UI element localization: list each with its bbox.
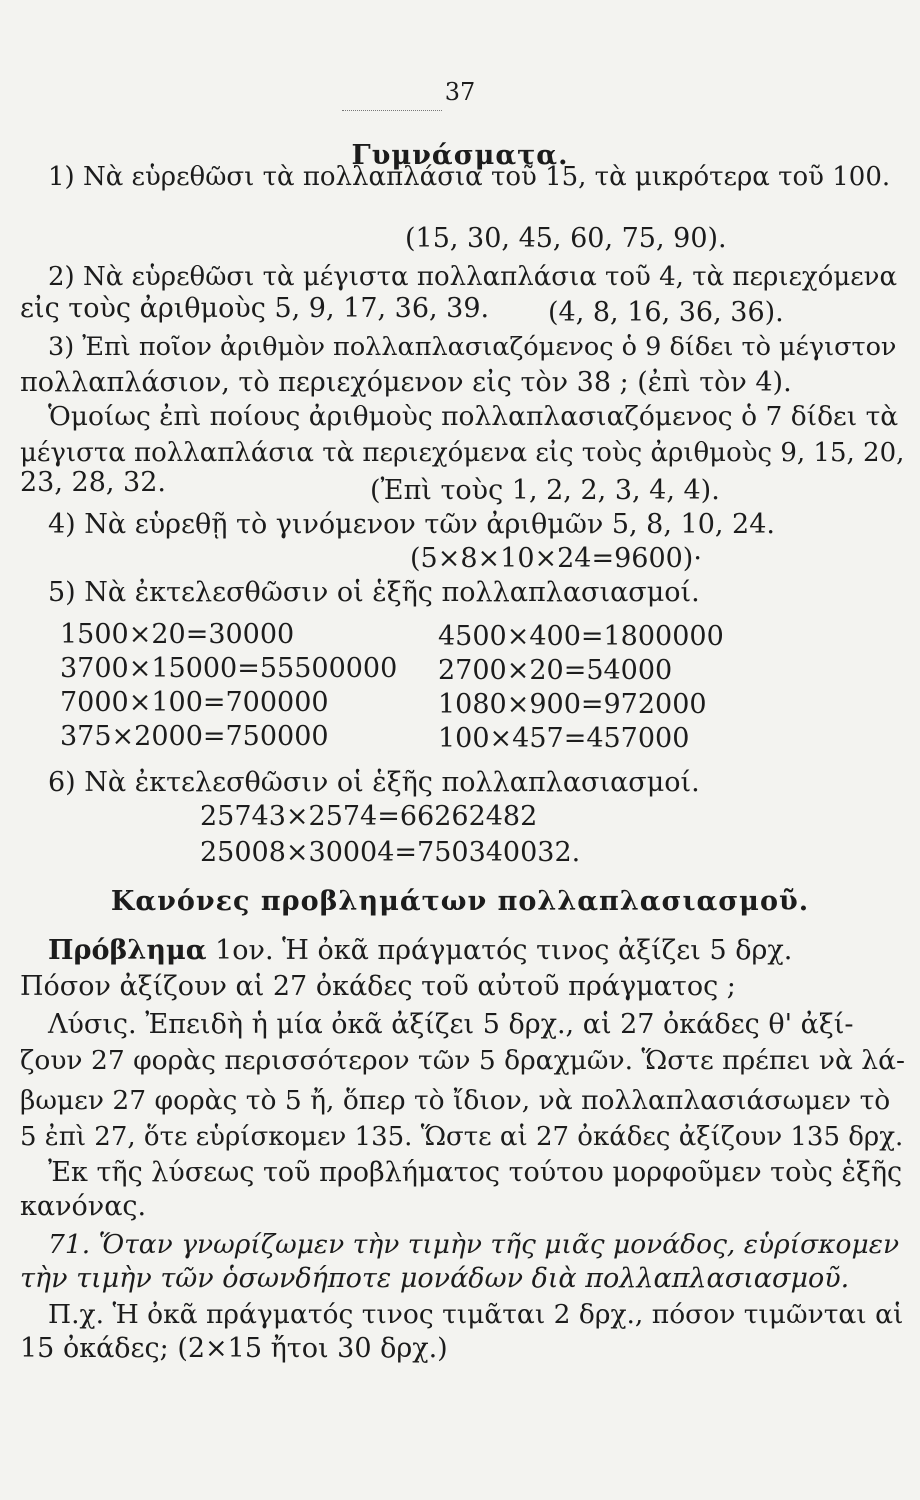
exercise-1: 1) Νὰ εὑρεθῶσι τὰ πολλαπλάσια τοῦ 15, τὰ μικρότερα τοῦ 100. xyxy=(48,162,891,192)
multiplication-large-2: 25008×30004=750340032. xyxy=(200,837,581,868)
page-number-rule xyxy=(342,110,442,111)
rule-71-line-1: 71. Ὅταν γνωρίζωμεν τὴν τιμὴν τῆς μιᾶς μονάδος, εὑρίσκομεν xyxy=(48,1229,900,1260)
problem-line-1 xyxy=(48,934,792,968)
multiplication-right-1: 4500×400=1800000 xyxy=(438,621,724,652)
exercise-2-continued: εἰς τοὺς ἀριθμοὺς 5, 9, 17, 36, 39. xyxy=(20,293,490,324)
rule-71-line-2: τὴν τιμὴν τῶν ὁσωνδήποτε μονάδων διὰ πολλαπλασιασμοῦ. xyxy=(20,1263,850,1294)
multiplication-left-1: 1500×20=30000 xyxy=(60,619,295,650)
problem-label: Πρόβλημα xyxy=(48,935,207,966)
problem-line-2: Πόσον ἀξίζουν αἱ 27 ὀκάδες τοῦ αὐτοῦ πράγματος ; xyxy=(20,971,736,1002)
page-number: 37 xyxy=(444,78,476,106)
rule-intro-line-1: Ἐκ τῆς λύσεως τοῦ προβλήματος τούτου μορφοῦμεν τοὺς ἑξῆς xyxy=(48,1157,903,1188)
exercise-3-line-3: Ὁμοίως ἐπὶ ποίους ἀριθμοὺς πολλαπλασιαζόμενος ὁ 7 δίδει τὰ xyxy=(48,401,899,432)
exercise-4: 4) Νὰ εὑρεθῇ τὸ γινόμενον τῶν ἀριθμῶν 5, 8, 10, 24. xyxy=(48,509,775,540)
example-line-2: 15 ὀκάδες; (2×15 ἤτοι 30 δρχ.) xyxy=(20,1333,448,1364)
section-title-exercises: Γυμνάσματα. xyxy=(351,140,569,171)
exercise-2: 2) Νὰ εὑρεθῶσι τὰ μέγιστα πολλαπλάσια τοῦ 4, τὰ περιεχόμενα xyxy=(48,262,898,292)
multiplication-large-1: 25743×2574=66262482 xyxy=(200,801,538,832)
exercise-3-line-1: 3) Ἐπὶ ποῖον ἀριθμὸν πολλαπλασιαζόμενος ὁ 9 δίδει τὸ μέγιστον xyxy=(48,332,897,362)
exercise-3-line-2: πολλαπλάσιον, τὸ περιεχόμενον εἰς τὸν 38 ; (ἐπὶ τὸν 4). xyxy=(20,367,792,398)
multiplication-right-3: 1080×900=972000 xyxy=(438,689,707,720)
exercise-2-answer: (4, 8, 16, 36, 36). xyxy=(548,297,784,328)
exercise-5: 5) Νὰ ἐκτελεσθῶσιν οἱ ἑξῆς πολλαπλασιασμοί. xyxy=(48,577,700,608)
multiplication-left-3: 7000×100=700000 xyxy=(60,687,329,718)
exercise-1-answer: (15, 30, 45, 60, 75, 90). xyxy=(405,223,727,254)
solution-line-4: 5 ἐπὶ 27, ὅτε εὑρίσκομεν 135. Ὥστε αἱ 27 ὀκάδες ἀξίζουν 135 δρχ. xyxy=(20,1122,904,1152)
exercise-6: 6) Νὰ ἐκτελεσθῶσιν οἱ ἑξῆς πολλαπλασιασμοί. xyxy=(48,767,700,798)
rule-intro-line-2: κανόνας. xyxy=(20,1191,147,1222)
problem-statement: 1ον. Ἡ ὀκᾶ πράγματός τινος ἀξίζει 5 δρχ. xyxy=(215,935,793,966)
exercise-3-answer: (Ἐπὶ τοὺς 1, 2, 2, 3, 4, 4). xyxy=(370,475,720,506)
multiplication-right-4: 100×457=457000 xyxy=(438,723,690,754)
exercise-3-line-5: 23, 28, 32. xyxy=(20,467,166,498)
section-title-rules: Κανόνες προβλημάτων πολλαπλασιασμοῦ. xyxy=(110,886,810,917)
solution-line-2: ζουν 27 φορὰς περισσότερον τῶν 5 δραχμῶν. Ὥστε πρέπει νὰ λά- xyxy=(20,1045,905,1076)
solution-line-3: βωμεν 27 φορὰς τὸ 5 ἤ, ὅπερ τὸ ἴδιον, νὰ πολλαπλασιάσωμεν τὸ xyxy=(20,1085,891,1116)
example-line-1: Π.χ. Ἡ ὀκᾶ πράγματός τινος τιμᾶται 2 δρχ., πόσον τιμῶνται αἱ xyxy=(48,1299,904,1330)
multiplication-left-4: 375×2000=750000 xyxy=(60,721,329,752)
multiplication-right-2: 2700×20=54000 xyxy=(438,655,673,686)
exercise-3-line-4: μέγιστα πολλαπλάσια τὰ περιεχόμενα εἰς τοὺς ἀριθμοὺς 9, 15, 20, xyxy=(20,438,905,468)
solution-line-1: Λύσις. Ἐπειδὴ ἡ μία ὀκᾶ ἀξίζει 5 δρχ., αἱ 27 ὀκάδες θ' ἀξί- xyxy=(48,1009,854,1040)
multiplication-left-2: 3700×15000=55500000 xyxy=(60,653,398,684)
exercise-4-answer: (5×8×10×24=9600)· xyxy=(410,543,702,574)
